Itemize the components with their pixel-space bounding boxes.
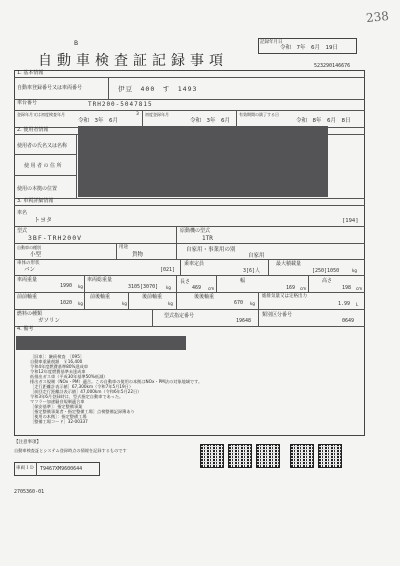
model-label: 型式 — [17, 228, 28, 234]
initial-reg-value: 令和 3年 6月 — [190, 118, 230, 124]
displacement-value: 1.99 — [338, 301, 351, 307]
fuel-value: ガソリン — [38, 318, 61, 324]
base-location-label: 使用の本拠の位置 — [17, 186, 58, 192]
section-vehicle-header: 3. 車両詳細情報 — [17, 198, 54, 204]
fuel-label: 燃料の種類 — [17, 311, 43, 317]
redacted-user-info — [78, 126, 328, 197]
front-axle-value: 1020 — [60, 300, 73, 306]
front-rear-axle-unit: kg — [122, 301, 127, 306]
qr-code-3 — [256, 444, 280, 468]
front-axle-label: 前前軸重 — [17, 294, 38, 300]
private-value: 自家用 — [248, 253, 265, 259]
gross-weight-label: 車両総重量 — [87, 277, 113, 283]
expiry-value: 令和 8年 6月 8日 — [296, 118, 351, 124]
notice-title: 【注意事項】 — [14, 440, 41, 445]
width-unit: cm — [300, 286, 307, 291]
qr-code-4 — [290, 444, 314, 468]
weight-value: 1990 — [60, 283, 73, 289]
weight-label: 車両重量 — [17, 277, 38, 283]
section-basic-header: 1. 基本情報 — [17, 70, 44, 76]
private-label: 自家用・事業用の別 — [186, 247, 236, 253]
maker-label: 車名 — [17, 210, 28, 216]
chassis-label: 車台番号 — [17, 100, 38, 106]
capacity-value: 3[6]人 — [243, 268, 261, 274]
length-label: 長さ — [180, 279, 191, 285]
document-title: 自動車検査証記録事項 — [38, 53, 228, 69]
height-label: 高さ — [322, 278, 333, 284]
body-label: 車体の形状 — [17, 261, 40, 266]
height-unit: cm — [356, 286, 363, 291]
car-id-label: 車両ＩＤ — [16, 466, 34, 471]
record-date-label: 記録年月日 — [260, 40, 283, 45]
type-number-label: 型式指定番号 — [164, 313, 195, 319]
remark-line: 令和3年6月登録時は、型式指定自動車であった。 — [30, 394, 124, 399]
user-address-label: 使用者の住所 — [24, 163, 64, 169]
remark-line: ［整備工場コード］32-00337 — [30, 419, 88, 424]
use-label: 用途 — [119, 245, 128, 250]
remark-line: ［使用の本拠］：指定整備工場 — [30, 414, 87, 419]
remark-line: 令和4年度燃費基準80%達成車 — [30, 364, 89, 369]
engine-value: 1TR — [202, 235, 213, 242]
kind-label: 自動車の種別 — [17, 245, 41, 250]
remark-line: ［前回走行距離計表示値］47,000km（令和6年5月22日） — [30, 389, 142, 394]
first-reg-label: 登録年月又は初度検査年月 — [17, 112, 65, 117]
displacement-label: 総排気量又は定格出力 — [262, 294, 307, 299]
maker-value: トヨタ — [34, 217, 53, 224]
width-value: 169 — [286, 285, 296, 291]
max-load-unit: kg — [352, 268, 357, 273]
record-date-value: 令和 7年 6月 19日 — [280, 45, 338, 51]
car-id-value: T9467XM9600644 — [40, 466, 83, 472]
remark-line: 排出ガス規制（NOx・PM）適合。この自動車の使用の本拠はNOx・PM法の対象地域です。 — [30, 379, 203, 384]
initial-reg-label: 初度登録年月 — [145, 112, 169, 117]
rear-rear-axle-label: 後後軸重 — [194, 294, 215, 300]
front-axle-unit: kg — [78, 301, 83, 306]
rear-front-axle-unit: kg — [168, 301, 173, 306]
rear-rear-axle-unit: kg — [250, 301, 255, 306]
remark-line: ［指定整備事業者・指定整備工場］点検整備記録簿あり — [30, 409, 135, 414]
max-load-value: [250]1050 — [312, 268, 340, 274]
redacted-remarks — [16, 336, 186, 350]
body-code: [021] — [160, 267, 176, 273]
qr-code-5 — [318, 444, 342, 468]
first-reg-suffix: 3 — [136, 112, 139, 117]
height-value: 198 — [342, 285, 352, 291]
footer-code: 2705360-01 — [14, 489, 45, 495]
page-number: 238 — [365, 8, 390, 26]
remark-line: 令和12年度燃費基準未達成車 — [30, 369, 86, 374]
max-load-label: 最大積載量 — [276, 261, 302, 267]
class-number-label: 類別区分番号 — [262, 312, 293, 318]
section-remarks-header: 4. 備考 — [17, 326, 34, 332]
width-label: 幅 — [240, 278, 246, 284]
model-value: 3BF-TRH200V — [28, 234, 83, 242]
notice-text: 自動車検査証とシステム登録時点の情報を記録するものです — [14, 448, 127, 453]
gross-weight-value: 3105[3070] — [128, 284, 159, 290]
section-user-header: 2. 使用者情報 — [17, 127, 49, 133]
qr-code-2 — [228, 444, 252, 468]
use-value: 貨物 — [132, 252, 144, 258]
expiry-label: 有効期間の満了する日 — [239, 112, 279, 117]
remark-line: ［保安基準］：指定整備事業 — [30, 404, 83, 409]
remark-line: ［旧車］：継続検査 ［095］ — [30, 354, 85, 359]
mark-b: B — [74, 40, 79, 47]
class-number-value: 0649 — [342, 318, 355, 324]
length-value: 469 — [192, 285, 202, 291]
front-rear-axle-label: 前後軸重 — [90, 294, 111, 300]
remark-line: 低排出ガス車（平成30年基準50%低減） — [30, 374, 108, 379]
remark-line: ［走行距離計表示値］67,300km（令和7年5月19日） — [30, 384, 134, 389]
qr-code-1 — [200, 444, 224, 468]
rear-front-axle-label: 後前軸重 — [142, 294, 163, 300]
rear-rear-axle-value: 670 — [234, 300, 244, 306]
reg-number-label: 自動車登録番号又は車両番号 — [17, 85, 83, 91]
reg-number-value: 伊豆 400 す 1493 — [118, 85, 198, 93]
length-unit: cm — [208, 286, 215, 291]
gross-weight-unit: kg — [166, 285, 171, 290]
remarks-list — [30, 354, 320, 424]
kind-value: 小型 — [30, 252, 42, 258]
weight-unit: kg — [78, 284, 83, 289]
remark-line: マフラー加速騒音規制適合車 — [30, 399, 85, 404]
engine-label: 原動機の型式 — [180, 228, 211, 234]
maker-code: [194] — [342, 218, 359, 224]
displacement-unit: L — [356, 302, 359, 307]
chassis-value: TRH200-5047815 — [88, 101, 153, 108]
body-value: バン — [24, 267, 36, 273]
type-number-value: 19648 — [236, 318, 252, 324]
user-name-label: 使用者の氏名又は名称 — [17, 143, 68, 149]
capacity-label: 乗車定員 — [184, 261, 205, 267]
first-reg-value: 令和 3年 6月 — [78, 118, 118, 124]
serial-number: 523290146676 — [314, 63, 351, 69]
remark-line: 自動車重量税額 ￥16,400 — [30, 359, 83, 364]
